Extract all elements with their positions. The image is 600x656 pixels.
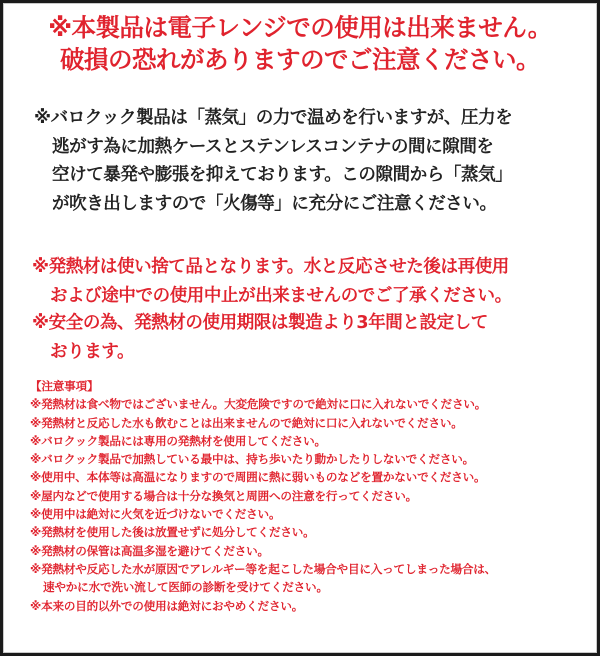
caution-item: ※バロクック製品で加熱している最中は、持ち歩いたり動かしたりしないでください。 [30, 452, 475, 467]
warning-line-1: ※本製品は電子レンジでの使用は出来ません。 [48, 13, 552, 42]
expiry-note [32, 309, 488, 366]
caution-item: ※本来の目的以外での使用は絶対におやめください。 [30, 598, 304, 613]
caution-item: ※発熱材と反応した水も飲むことは出来ませんので絶対に口に入れないでください。 [30, 415, 463, 430]
disposable-note-line: ※発熱材は使い捨て品となります。水と反応させた後は再使用 [32, 257, 509, 277]
explanation-line: が吹き出しますので「火傷等」に充分にご注意ください。 [52, 193, 497, 214]
caution-item-continued: 速やかに水で洗い流して医師の診断を受けてください。 [43, 580, 328, 595]
expiry-note-line: ※安全の為、発熱材の使用期限は製造より3年間と設定して [32, 313, 488, 333]
caution-item: ※使用中、本体等は高温になりますので周囲に熱に弱いものなどを置かないでください。 [30, 470, 486, 485]
caution-item: ※発熱材は食べ物ではございません。大変危険ですので絶対に口に入れないでください。 [30, 397, 487, 412]
steam-explanation [34, 104, 512, 218]
warning-line-2: 破損の恐れがありますのでご注意ください。 [60, 45, 540, 74]
disposable-note-line: および途中での使用中止が出来ませんのでご了承ください。 [50, 285, 512, 306]
expiry-note-line: おります。 [50, 341, 135, 362]
caution-item: ※発熱材の保管は高温多湿を避けてください。 [30, 543, 269, 558]
caution-item: ※バロクック製品には専用の発熱材を使用してください。 [30, 433, 326, 448]
caution-heading: 【注意事項】 [30, 379, 99, 393]
caution-item: ※発熱材を使用した後は放置せずに処分してください。 [30, 525, 315, 540]
microwave-warning [0, 12, 600, 76]
disposable-note [32, 253, 512, 310]
explanation-line: 逃がす為に加熱ケースとステンレスコンテナの間に隙間を [52, 136, 494, 157]
caution-item: ※発熱材や反応した水が原因でアレルギー等を起こした場合や目に入ってしまった場合は、 [30, 561, 497, 576]
explanation-line: 空けて暴発や膨張を抑えております。この隙間から「蒸気」 [52, 165, 513, 185]
caution-item: ※屋内などで使用する場合は十分な換気と周囲への注意を行ってください。 [30, 488, 418, 503]
caution-list [30, 377, 496, 615]
caution-item: ※使用中は絶対に火気を近づけないでください。 [30, 507, 281, 522]
explanation-line: ※バロクック製品は「蒸気」の力で温めを行いますが、圧力を [34, 108, 513, 128]
